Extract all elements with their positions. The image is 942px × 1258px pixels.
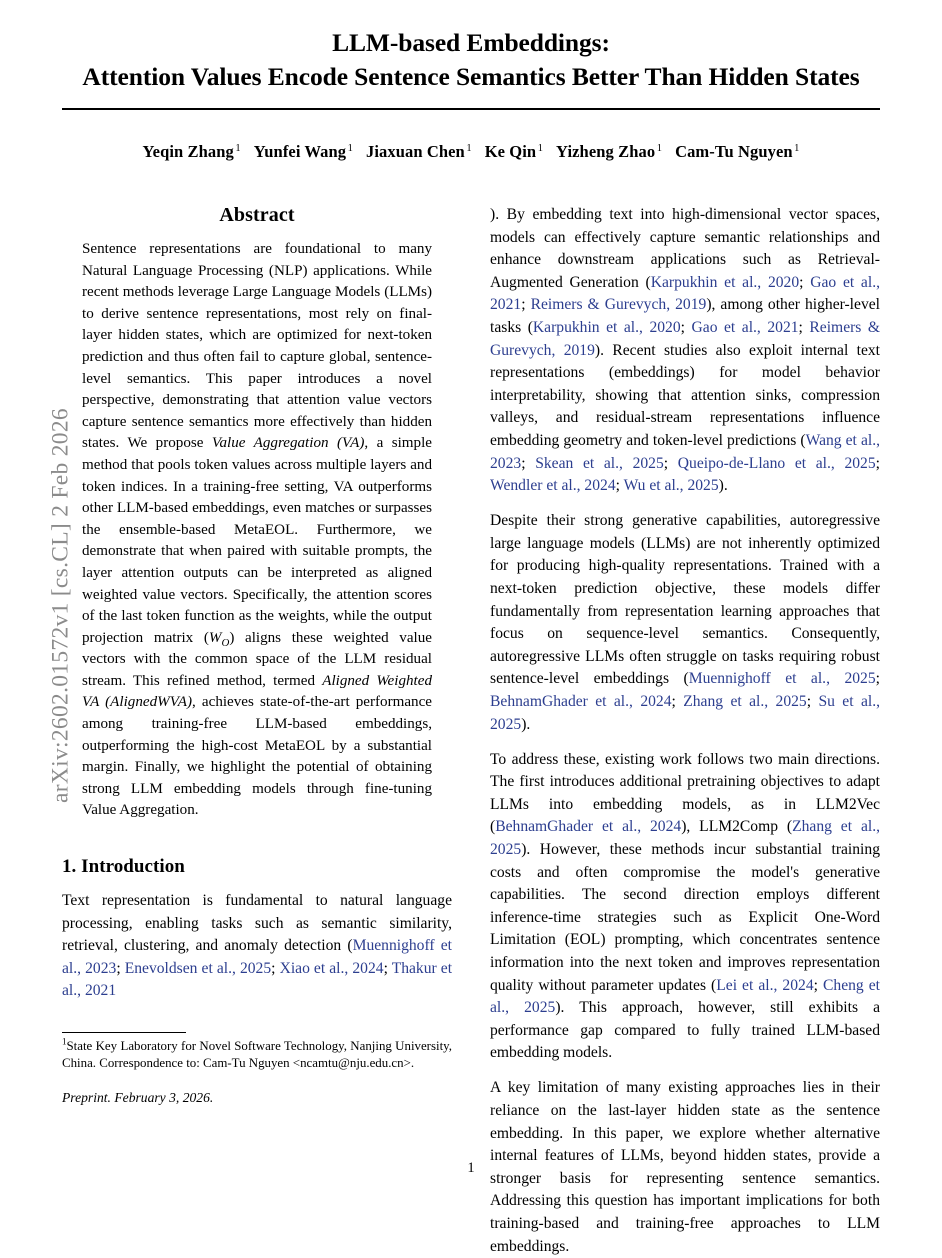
intro-p1-text-e: ). By embedding text into high-dimensional vector spaces, models can effectively capture semantic relationships and enhance downstream applications such as Retrieval-Augmented Generation ( [490, 206, 880, 291]
title-horizontal-rule [62, 108, 880, 110]
paper-title-line-2: Attention Values Encode Sentence Semantics Better Than Hidden States [82, 62, 860, 91]
intro-p1-text-a: Text representation is fundamental to natural language processing, enabling tasks such as semantic similarity, retrieval, clustering, and anomaly detection ( [62, 892, 452, 955]
intro-p1-sep: ; [383, 959, 392, 977]
abstract-text-a: Sentence representations are foundational to many Natural Language Processing (NLP) applications. While recent methods leverage Large Language Models (LLMs) to derive sentence representations, most rely on final-layer hidden states, which are optimized for next-token prediction and thus often fail to capture global, sentence-level semantics. This paper introduces a novel perspective, demonstrating that attention value vectors capture sentence semantics more effectively than hidden states. We propose [82, 241, 432, 452]
citation-link[interactable]: BehnamGhader et al., 2024 [495, 818, 682, 836]
author-entry [485, 142, 543, 161]
author-name: Jiaxuan Chen [365, 142, 465, 161]
left-column [62, 204, 452, 1164]
paper-title-line-1: LLM-based Embeddings: [332, 28, 610, 57]
author-affiliation-mark: 1 [466, 142, 472, 154]
intro-p3-text-c: ). However, these methods incur substantial training costs and often compromise the model's generative capabilities. The second direction employs different inference-time strategies such as Explicit One-Word Limitation (EOL) prompting, which concentrates sentence information into the next token and improves representation quality without parameter updates ( [490, 841, 880, 994]
title-block [62, 0, 880, 110]
intro-p1-sep: ; [799, 273, 811, 291]
abstract-term-aligned-weighted-va: Aligned Weighted VA (AlignedWVA) [82, 672, 432, 711]
intro-p1-sep: ; [680, 318, 692, 336]
citation-link[interactable]: Enevoldsen et al., 2025 [124, 959, 272, 977]
section-heading-introduction: 1. Introduction [62, 856, 185, 878]
citation-link[interactable]: BehnamGhader et al., 2024 [490, 692, 672, 710]
citation-link[interactable]: Lei et al., 2024 [716, 976, 814, 994]
intro-p3-sep: ; [813, 976, 823, 994]
author-name: Ke Qin [484, 142, 537, 161]
page-number: 1 [467, 1160, 475, 1176]
author-entry [142, 142, 240, 161]
intro-p3-text-b: ), LLM2Comp ( [681, 818, 793, 836]
intro-p1-sep: ; [116, 959, 125, 977]
footnote-affiliation [62, 1038, 452, 1073]
intro-paragraph-1-continued [490, 204, 880, 498]
author-affiliation-mark: 1 [347, 142, 353, 154]
footnote-mark: 1 [62, 1036, 67, 1047]
author-affiliation-mark: 1 [794, 142, 800, 154]
citation-link[interactable]: Wendler et al., 2024 [490, 477, 616, 495]
author-name: Yeqin Zhang [142, 142, 234, 161]
author-affiliation-mark: 1 [235, 142, 241, 154]
citation-link[interactable]: Reimers & Gurevych, 2019 [490, 318, 881, 359]
footnote-body: State Key Laboratory for Novel Software Technology, Nanjing University, China. Correspondence to: Cam-Tu Nguyen <ncamtu@nju.edu.cn>. [62, 1038, 452, 1070]
intro-p1-text-k: ). Recent studies also exploit internal text representations (embeddings) for model behavior interpretability, showing that attention sinks, compression valleys, and residual-stream representations influence embedding geometry and token-level predictions ( [490, 341, 881, 449]
citation-link[interactable]: Wang et al., 2023 [490, 431, 880, 472]
intro-p2-text-e: ). [521, 715, 531, 733]
author-entry [556, 142, 662, 161]
citation-link[interactable]: Gao et al., 2021 [691, 318, 799, 336]
author-entry [366, 142, 472, 161]
intro-p1-sep: ; [875, 454, 880, 472]
author-name: Yizheng Zhao [556, 142, 656, 161]
intro-p2-sep: ; [875, 670, 880, 688]
intro-p1-sep: ; [798, 318, 810, 336]
intro-paragraph-1 [62, 890, 452, 1003]
citation-link[interactable]: Su et al., 2025 [490, 692, 880, 733]
citation-link[interactable]: Cheng et al., 2025 [490, 976, 880, 1017]
intro-p3-text-a: To address these, existing work follows two main directions. The first introduces additional pretraining objectives to adapt LLMs into embedding models, as in LLM2Vec ( [490, 750, 880, 836]
intro-p1-text-p: ). [718, 477, 728, 495]
citation-link[interactable]: Thakur et al., 2021 [62, 959, 453, 1000]
citation-link[interactable]: Gao et al., 2021 [490, 273, 880, 314]
abstract-term-value-aggregation: Value Aggregation (VA) [211, 435, 365, 452]
math-symbol-w: W [208, 629, 222, 646]
author-affiliation-mark: 1 [537, 142, 544, 154]
author-name: Cam-Tu Nguyen [675, 142, 793, 161]
intro-p1-sep: ; [663, 454, 678, 472]
footnote-rule [62, 1032, 186, 1033]
intro-p2-text-a: Despite their strong generative capabilities, autoregressive large language models (LLMs) are not inherently optimized for producing high-quality representations. Trained with a next-token prediction objective, these models differ fundamentally from representation learning approaches that focus on sequence-level semantics. Consequently, autoregressive LLMs often struggle on tasks requiring robust sentence-level embeddings ( [490, 512, 880, 688]
intro-p1-sep: ; [521, 296, 531, 314]
math-subscript-o: O [221, 636, 230, 649]
citation-link[interactable]: Zhang et al., 2025 [490, 818, 880, 859]
citation-link[interactable]: Skean et al., 2025 [535, 454, 664, 472]
citation-link[interactable]: Zhang et al., 2025 [683, 692, 807, 710]
intro-p3-text-e: ). This approach, however, still exhibits a performance gap compared to fully trained LLM-based embedding models. [490, 999, 881, 1062]
arxiv-identifier-stamp: arXiv:2602.01572v1 [cs.CL] 2 Feb 2026 [47, 408, 74, 803]
abstract-paragraph [82, 239, 432, 822]
intro-p1-sep: ; [271, 959, 280, 977]
two-column-body [62, 204, 881, 1255]
citation-link[interactable]: Muennighoff et al., 2023 [62, 937, 452, 977]
intro-p1-text-h: ), among other higher-level tasks ( [490, 296, 880, 336]
citation-link[interactable]: Karpukhin et al., 2020 [650, 273, 800, 291]
intro-p1-sep: ; [615, 477, 624, 495]
author-entry [675, 142, 799, 161]
abstract-text-b: , a simple method that pools token values across multiple layers and token indices. In a training-free setting, VA outperforms other LLM-based embeddings, even matches or surpasses the ensemble-based MetaEOL. Furthermore, we demonstrate that when paired with suitable prompts, the layer attention outputs can be interpreted as aligned weighted value vectors. Specifically, the attention scores of the last token function as the weights, while the output projection matrix ( [82, 435, 432, 646]
footnote-block [62, 1032, 452, 1120]
citation-link[interactable]: Xiao et al., 2024 [279, 959, 384, 977]
citation-link[interactable]: Reimers & Gurevych, 2019 [530, 296, 707, 314]
citation-link[interactable]: Queipo-de-Llano et al., 2025 [677, 454, 876, 472]
intro-p2-sep: ; [671, 692, 684, 710]
intro-paragraph-2 [490, 510, 880, 736]
intro-paragraph-3 [490, 749, 880, 1065]
author-affiliation-mark: 1 [656, 142, 663, 154]
intro-p1-sep: ; [521, 454, 536, 472]
author-list [62, 142, 880, 162]
abstract-heading: Abstract [219, 204, 295, 226]
right-column [490, 204, 881, 1255]
abstract-text-d: , achieves state-of-the-art performance among training-free LLM-based embeddings, outperforming the high-cost MetaEOL by a substantial margin. Finally, we highlight the potential of obtaining strong LLM embedding models through fine-tuning Value Aggregation. [82, 694, 432, 819]
intro-p2-sep: ; [806, 692, 819, 710]
citation-link[interactable]: Wu et al., 2025 [623, 477, 719, 495]
citation-link[interactable]: Karpukhin et al., 2020 [532, 318, 681, 336]
author-entry [254, 142, 353, 161]
author-name: Yunfei Wang [253, 142, 347, 161]
paper-page [62, 0, 881, 1255]
abstract-text-c: ) aligns these weighted value vectors with the common space of the LLM residual stream. This refined method, termed [82, 629, 432, 689]
intro-paragraph-4: A key limitation of many existing approaches lies in their reliance on the last-layer hidden state as the sentence embedding. In this paper, we explore whether alternative internal features of LLMs, beyond hidden states, provide a stronger basis for representing sentence semantics. Addressing this question has important implications for both training-based and training-free approaches to LLM embeddings. [490, 1079, 880, 1255]
citation-link[interactable]: Muennighoff et al., 2025 [688, 670, 876, 688]
preprint-notice: Preprint. February 3, 2026. [62, 1090, 214, 1106]
